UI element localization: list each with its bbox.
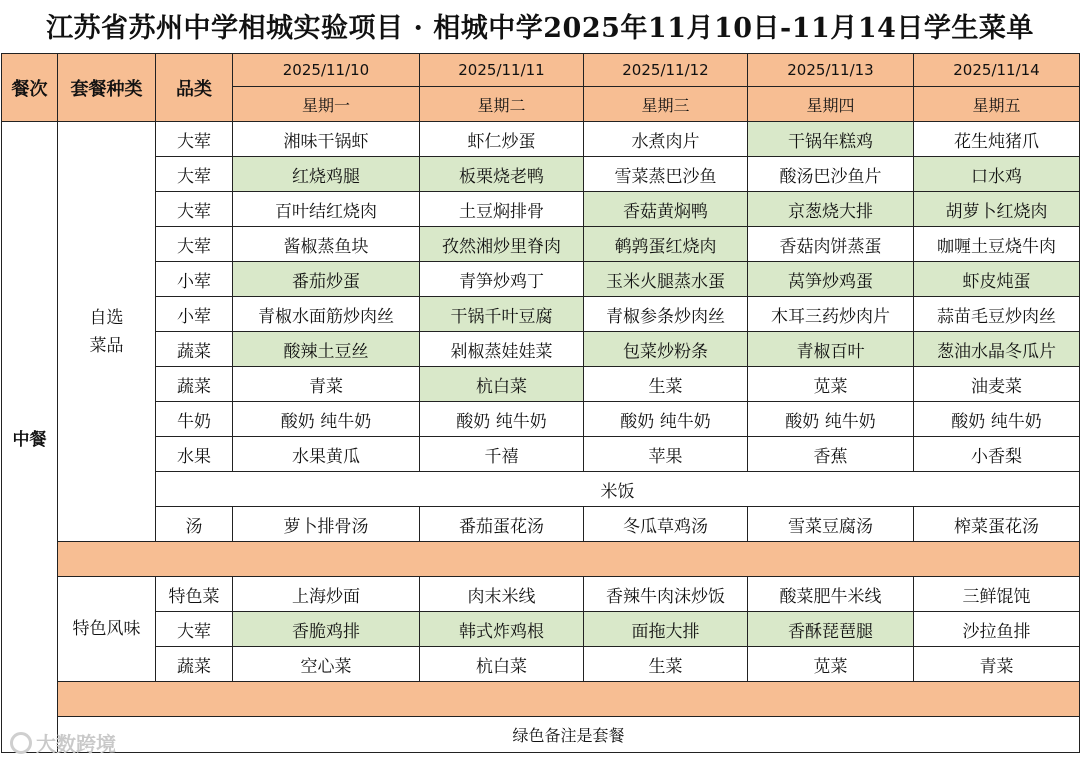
dish-cell: 剁椒蒸娃娃菜 [420,332,584,367]
category-cell: 汤 [156,507,233,542]
watermark-text: 大数跨境 [36,732,116,756]
dish-cell: 苹果 [584,437,748,472]
dish-cell: 土豆焖排骨 [420,192,584,227]
note-cell: 绿色备注是套餐 [58,717,1080,753]
soup-cell: 冬瓜草鸡汤 [584,507,748,542]
separator-row [58,682,1080,717]
dish-cell: 小香梨 [914,437,1080,472]
dish-cell: 虾仁炒蛋 [420,122,584,157]
header-weekday: 星期二 [420,87,584,122]
header-date: 2025/11/11 [420,54,584,87]
dish-cell: 杭白菜 [420,367,584,402]
header-weekday: 星期一 [233,87,420,122]
dish-cell: 木耳三药炒肉片 [748,297,914,332]
dish-cell: 生菜 [584,647,748,682]
dish-cell: 香辣牛肉沫炒饭 [584,577,748,612]
soup-cell: 榨菜蛋花汤 [914,507,1080,542]
header-date: 2025/11/10 [233,54,420,87]
soup-cell: 番茄蛋花汤 [420,507,584,542]
category-cell: 蔬菜 [156,367,233,402]
dish-cell: 酸奶 纯牛奶 [914,402,1080,437]
dish-cell: 百叶结红烧肉 [233,192,420,227]
header-weekday: 星期四 [748,87,914,122]
category-cell: 蔬菜 [156,332,233,367]
header-date: 2025/11/12 [584,54,748,87]
category-cell: 牛奶 [156,402,233,437]
dish-cell: 湘味干锅虾 [233,122,420,157]
watermark-logo-icon [10,732,32,754]
dish-cell: 苋菜 [748,647,914,682]
dish-cell: 红烧鸡腿 [233,157,420,192]
soup-cell: 萝卜排骨汤 [233,507,420,542]
header-weekday: 星期三 [584,87,748,122]
dish-cell: 胡萝卜红烧肉 [914,192,1080,227]
dish-cell: 三鲜馄饨 [914,577,1080,612]
dish-cell: 苋菜 [748,367,914,402]
dish-cell: 酸奶 纯牛奶 [233,402,420,437]
header-date: 2025/11/14 [914,54,1080,87]
dish-cell: 青椒百叶 [748,332,914,367]
dish-cell: 香脆鸡排 [233,612,420,647]
dish-cell: 咖喱土豆烧牛肉 [914,227,1080,262]
rice-cell: 米饭 [156,472,1080,507]
dish-cell: 杭白菜 [420,647,584,682]
dish-cell: 京葱烧大排 [748,192,914,227]
dish-cell: 面拖大排 [584,612,748,647]
dish-cell: 酸菜肥牛米线 [748,577,914,612]
category-cell: 大荤 [156,192,233,227]
dish-cell: 莴笋炒鸡蛋 [748,262,914,297]
dish-cell: 番茄炒蛋 [233,262,420,297]
header-weekday: 星期五 [914,87,1080,122]
dish-cell: 酸奶 纯牛奶 [584,402,748,437]
dish-cell: 包菜炒粉条 [584,332,748,367]
dish-cell: 花生炖猪爪 [914,122,1080,157]
category-cell: 特色菜 [156,577,233,612]
dish-cell: 孜然湘炒里脊肉 [420,227,584,262]
package-label: 菜品 [89,335,124,356]
watermark [10,728,116,757]
dish-cell: 青菜 [914,647,1080,682]
page-title: 江苏省苏州中学相城实验项目 · 相城中学2025年11月10日-11月14日学生菜单 [46,13,1034,44]
category-cell: 小荤 [156,262,233,297]
dish-cell: 酱椒蒸鱼块 [233,227,420,262]
dish-cell: 板栗烧老鸭 [420,157,584,192]
dish-cell: 沙拉鱼排 [914,612,1080,647]
dish-cell: 韩式炸鸡根 [420,612,584,647]
dish-cell: 鹌鹑蛋红烧肉 [584,227,748,262]
dish-cell: 酸汤巴沙鱼片 [748,157,914,192]
dish-cell: 香酥琵琶腿 [748,612,914,647]
dish-cell: 干锅年糕鸡 [748,122,914,157]
package-self-select [58,122,156,542]
dish-cell: 虾皮炖蛋 [914,262,1080,297]
category-cell: 小荤 [156,297,233,332]
dish-cell: 水果黄瓜 [233,437,420,472]
category-cell: 大荤 [156,157,233,192]
header-meal: 餐次 [2,54,58,122]
dish-cell: 千禧 [420,437,584,472]
dish-cell: 香蕉 [748,437,914,472]
category-cell: 大荤 [156,227,233,262]
dish-cell: 香菇肉饼蒸蛋 [748,227,914,262]
dish-cell: 上海炒面 [233,577,420,612]
separator-row [58,542,1080,577]
category-cell: 大荤 [156,612,233,647]
dish-cell: 水煮肉片 [584,122,748,157]
dish-cell: 葱油水晶冬瓜片 [914,332,1080,367]
dish-cell: 口水鸡 [914,157,1080,192]
dish-cell: 青椒参条炒肉丝 [584,297,748,332]
package-special: 特色风味 [58,577,156,682]
package-label: 自选 [89,307,124,328]
dish-cell: 青菜 [233,367,420,402]
category-cell: 蔬菜 [156,647,233,682]
soup-cell: 雪菜豆腐汤 [748,507,914,542]
header-category: 品类 [156,54,233,122]
dish-cell: 蒜苗毛豆炒肉丝 [914,297,1080,332]
dish-cell: 青椒水面筋炒肉丝 [233,297,420,332]
dish-cell: 空心菜 [233,647,420,682]
dish-cell: 生菜 [584,367,748,402]
header-date: 2025/11/13 [748,54,914,87]
meal-label: 中餐 [2,122,58,753]
menu-table [1,53,1080,753]
dish-cell: 干锅千叶豆腐 [420,297,584,332]
dish-cell: 酸奶 纯牛奶 [420,402,584,437]
dish-cell: 玉米火腿蒸水蛋 [584,262,748,297]
dish-cell: 雪菜蒸巴沙鱼 [584,157,748,192]
category-cell: 水果 [156,437,233,472]
dish-cell: 酸辣土豆丝 [233,332,420,367]
dish-cell: 油麦菜 [914,367,1080,402]
header-package: 套餐种类 [58,54,156,122]
dish-cell: 香菇黄焖鸭 [584,192,748,227]
category-cell: 大荤 [156,122,233,157]
dish-cell: 肉末米线 [420,577,584,612]
dish-cell: 青笋炒鸡丁 [420,262,584,297]
dish-cell: 酸奶 纯牛奶 [748,402,914,437]
